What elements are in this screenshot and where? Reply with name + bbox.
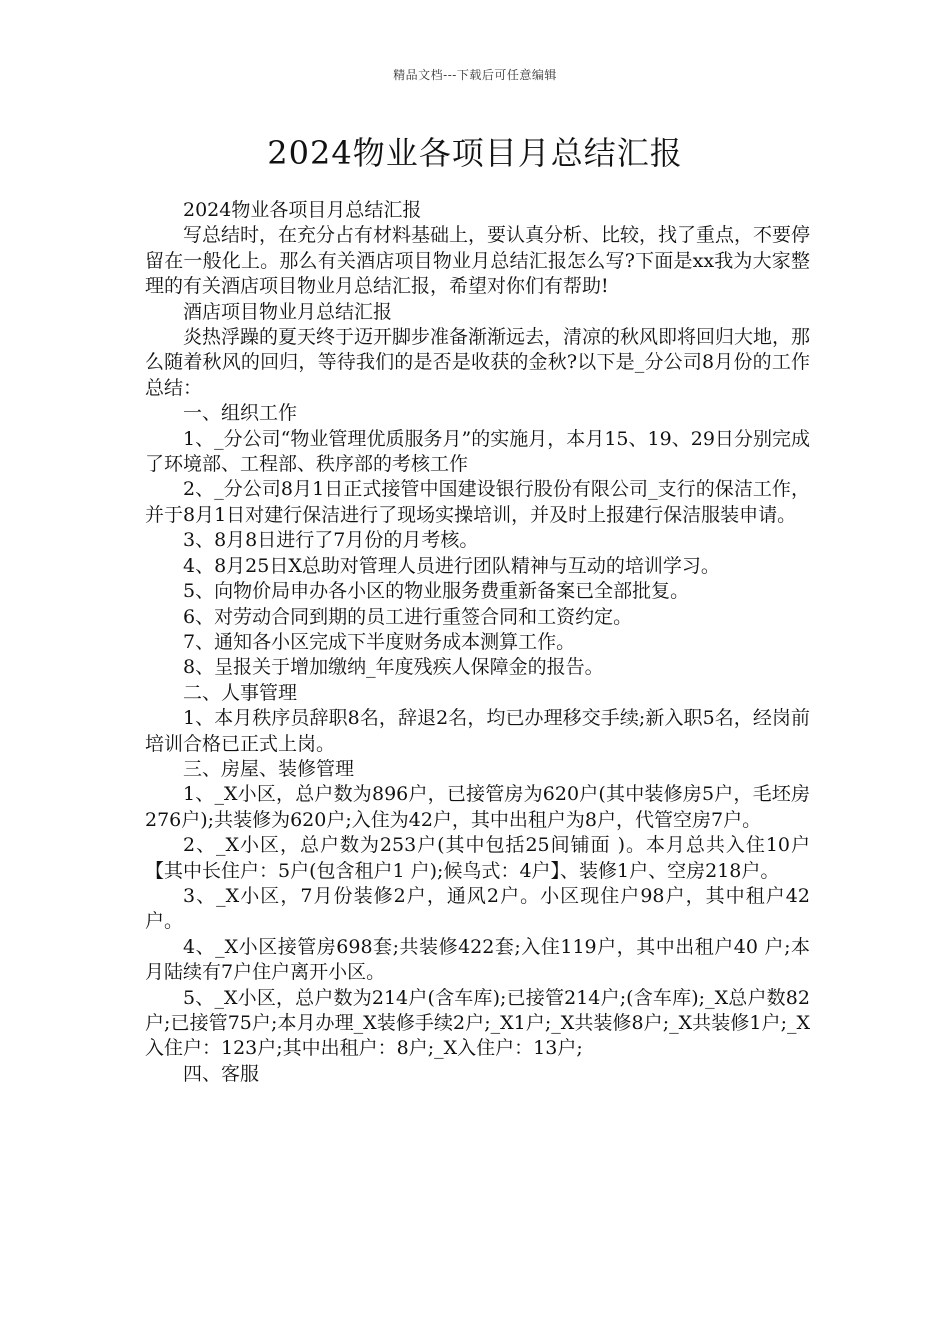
document-title: 2024物业各项目月总结汇报 [267,134,683,172]
paragraph-org-item-1: 1、_分公司“物业管理优质服务月”的实施月，本月15、19、29日分别完成了环境部、工程部、秩序部的考核工作 [145,427,810,476]
document-body [145,198,810,1087]
paragraph-subtitle: 酒店项目物业月总结汇报 [183,300,393,323]
paragraph-repeat-title: 2024物业各项目月总结汇报 [183,199,422,221]
paragraph-housing-item-5: 5、_X小区，总户数为214户(含车库);已接管214户;(含车库);_X总户数82户;已接管75户;本月办理_X装修手续2户;_X1户;_X共装修8户;_X共装修1户;_X入住户：123户;其中出租户：8户;_X入住户：13户; [145,986,810,1060]
paragraph-housing-item-2: 2、_X小区，总户数为253户(其中包括25间铺面 )。本月总共入住10户【其中长住户：5户(包含租户1 户);候鸟式：4户】、装修1户、空房218户。 [145,834,810,882]
paragraph-org-item-8: 8、呈报关于增加缴纳_年度残疾人保障金的报告。 [183,656,604,679]
paragraph-org-item-3: 3、8月8日进行了7月份的月考核。 [183,529,479,552]
page-header-note: 精品文档---下载后可任意编辑 [393,68,557,82]
section-heading-customer-service: 四、客服 [183,1062,260,1085]
paragraph-housing-item-3: 3、_X小区，7月份装修2户，通风2户。小区现住户98户，其中租户42户。 [145,884,810,933]
paragraph-personnel-item-1: 1、本月秩序员辞职8名，辞退2名，均已办理移交手续;新入职5名，经岗前培训合格已正式上岗。 [145,707,810,755]
paragraph-opening: 炎热浮躁的夏天终于迈开脚步准备渐渐远去，清凉的秋风即将回归大地，那么随着秋风的回归，等待我们的是否是收获的金秋?以下是_分公司8月份的工作总结： [145,326,811,399]
paragraph-org-item-5: 5、向物价局申办各小区的物业服务费重新备案已全部批复。 [183,580,690,603]
paragraph-housing-item-1: 1、_X小区，总户数为896户，已接管房为620户(其中装修房5户，毛坯房276户);共装修为620户;入住为42户，其中出租户为8户，代管空房7户。 [145,783,810,831]
section-heading-housing: 三、房屋、装修管理 [183,757,355,780]
paragraph-housing-item-4: 4、_X小区接管房698套;共装修422套;入住119户，其中出租户40 户;本月陆续有7户住户离开小区。 [145,935,810,984]
paragraph-intro: 写总结时，在充分占有材料基础上，要认真分析、比较，找了重点，不要停留在一般化上。那么有关酒店项目物业月总结汇报怎么写?下面是xx我为大家整理的有关酒店项目物业月总结汇报，希望对你们有帮助! [145,224,811,298]
paragraph-org-item-7: 7、通知各小区完成下半度财务成本测算工作。 [183,630,576,653]
paragraph-org-item-2: 2、_分公司8月1日正式接管中国建设银行股份有限公司_支行的保洁工作，并于8月1日对建行保洁进行了现场实操培训，并及时上报建行保洁服装申请。 [145,478,810,526]
section-heading-organization: 一、组织工作 [183,402,298,425]
section-heading-personnel: 二、人事管理 [183,681,298,704]
paragraph-org-item-6: 6、对劳动合同到期的员工进行重签合同和工资约定。 [183,605,633,628]
paragraph-org-item-4: 4、8月25日X总助对管理人员进行团队精神与互动的培训学习。 [183,554,720,577]
